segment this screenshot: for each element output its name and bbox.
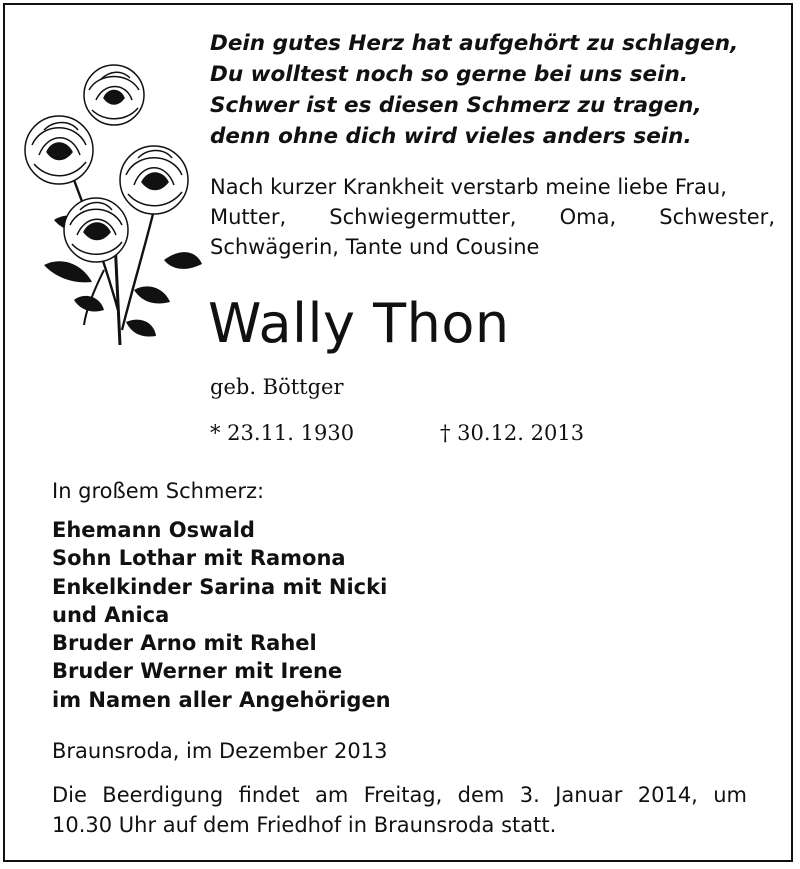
- mourner-line: im Namen aller Angehörigen: [52, 687, 391, 712]
- funeral-line: 10.30 Uhr auf dem Friedhof in Braunsroda statt.: [52, 813, 557, 837]
- mourner-line: Sohn Lothar mit Ramona: [52, 546, 346, 571]
- mourner-line: Ehemann Oswald: [52, 518, 255, 542]
- roses-icon: [14, 60, 204, 360]
- poem: [210, 28, 770, 152]
- place-date: Braunsroda, im Dezember 2013: [52, 739, 388, 763]
- poem-line: Du wolltest noch so gerne bei uns sein.: [210, 62, 688, 87]
- mourner-line: und Anica: [52, 602, 170, 627]
- deceased-name: Wally Thon: [208, 292, 510, 355]
- birth-date: * 23.11. 1930: [210, 421, 355, 445]
- mourner-line: Bruder Werner mit Irene: [52, 659, 343, 684]
- intro-line: Mutter, Schwiegermutter, Oma, Schwester,: [210, 205, 775, 229]
- funeral-line: Die Beerdigung findet am Freitag, dem 3. Januar 2014, um: [52, 783, 747, 807]
- funeral-info: [52, 780, 747, 840]
- intro-text: [210, 172, 775, 262]
- mourner-line: Bruder Arno mit Rahel: [52, 631, 317, 656]
- death-date: † 30.12. 2013: [440, 421, 585, 445]
- maiden-name: geb. Böttger: [210, 375, 344, 399]
- intro-line: Schwägerin, Tante und Cousine: [210, 235, 540, 259]
- intro-line: Nach kurzer Krankheit verstarb meine liebe Frau,: [210, 175, 727, 199]
- mourner-line: Enkelkinder Sarina mit Nicki: [52, 574, 388, 599]
- poem-line: Dein gutes Herz hat aufgehört zu schlagen,: [210, 31, 739, 56]
- poem-line: Schwer ist es diesen Schmerz zu tragen,: [210, 93, 702, 118]
- mourners-list: [52, 516, 391, 714]
- mourning-label: In großem Schmerz:: [52, 479, 265, 503]
- poem-line: denn ohne dich wird vieles anders sein.: [210, 124, 692, 149]
